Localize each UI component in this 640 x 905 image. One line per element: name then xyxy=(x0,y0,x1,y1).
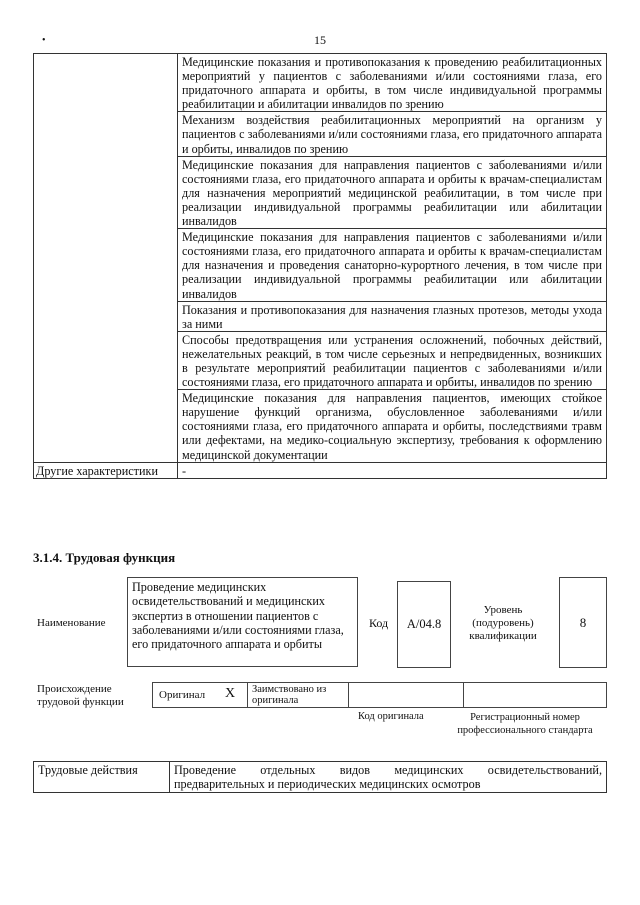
knowledge-item: Медицинские показания для направления пациентов, имеющих стойкое нарушение функций организма, обусловленное заболеваниями и/или состояниями глаза, его придаточного аппарата и орбиты, последствиями травм или дефектами, на медико-социальную экспертизу, требования к оформлению медицинской документации xyxy=(178,390,607,462)
origin-row xyxy=(152,682,607,708)
actions-table xyxy=(33,761,607,793)
other-characteristics-value: - xyxy=(178,462,607,478)
other-characteristics-label: Другие характеристики xyxy=(34,462,178,478)
name-label: Наименование xyxy=(37,617,106,629)
level-label: Уровень (подуровень) квалификации xyxy=(469,604,537,642)
level-value-box: 8 xyxy=(559,577,607,668)
function-name-box: Проведение медицинских освидетельствований и медицинских экспертиз в отношении пациентов с заболеваниями и/или состояниями глаза, его придаточного аппарата и орбиты xyxy=(127,577,358,667)
section-title: 3.1.4. Трудовая функция xyxy=(33,550,176,565)
code-label: Код xyxy=(369,616,389,630)
code-original-label: Код оригинала xyxy=(358,711,424,722)
original-code-cell xyxy=(349,683,464,707)
knowledge-item: Способы предотвращения или устранения осложнений, побочных действий, нежелательных реакций, в том числе серьезных и непредвиденных, возникших в результате мероприятий реабилитации пациентов с заболеваниями и/или состояниями глаза, его придаточного аппарата и орбиты, инвалидов по зрению xyxy=(178,331,607,389)
original-label: Оригинал xyxy=(159,689,206,701)
knowledge-item: Механизм воздействия реабилитационных мероприятий на организм у пациентов с заболеваниями и/или состояниями глаза, его придаточного аппарата и орбиты, инвалидов по зрению xyxy=(178,112,607,156)
table-cell-empty xyxy=(34,54,178,463)
table-row xyxy=(34,54,607,112)
knowledge-item: Показания и противопоказания для назначения глазных протезов, методы ухода за ними xyxy=(178,301,607,331)
original-mark: X xyxy=(225,686,236,701)
table-row xyxy=(34,762,607,793)
actions-value: Проведение отдельных видов медицинских освидетельствований, предварительных и периодических медицинских осмотров xyxy=(170,762,607,793)
original-cell xyxy=(153,683,248,707)
reg-number-label: Регистрационный номер профессионального стандарта xyxy=(457,712,593,736)
knowledge-table xyxy=(33,53,607,479)
knowledge-item: Медицинские показания для направления пациентов с заболеваниями и/или состояниями глаза, его придаточного аппарата и орбиты к врачам-специалистам для назначения и проведения санаторно-курортного лечения, в том числе при реализации индивидуальной программы реабилитации или абилитации инвалидов xyxy=(178,229,607,301)
knowledge-item: Медицинские показания и противопоказания к проведению реабилитационных мероприятий у пациентов с заболеваниями и/или состояниями глаза, его придаточного аппарата и орбиты, в том числе индивидуальной программы реабилитации и абилитации инвалидов по зрению xyxy=(178,54,607,112)
borrowed-cell xyxy=(248,683,349,707)
knowledge-item: Медицинские показания для направления пациентов с заболеваниями и/или состояниями глаза, его придаточного аппарата и орбиты к врачам-специалистам для назначения мероприятий медицинской реабилитации, в том числе при реализации индивидуальной программы реабилитации или абилитации инвалидов xyxy=(178,156,607,228)
code-value-box: A/04.8 xyxy=(397,581,451,668)
borrowed-label: Заимствовано из оригинала xyxy=(252,684,327,706)
actions-label: Трудовые действия xyxy=(34,762,170,793)
table-row xyxy=(34,462,607,478)
page-number: 15 xyxy=(314,33,326,47)
page-mark: • xyxy=(42,35,46,46)
origin-label: Происхождение трудовой функции xyxy=(37,683,124,708)
